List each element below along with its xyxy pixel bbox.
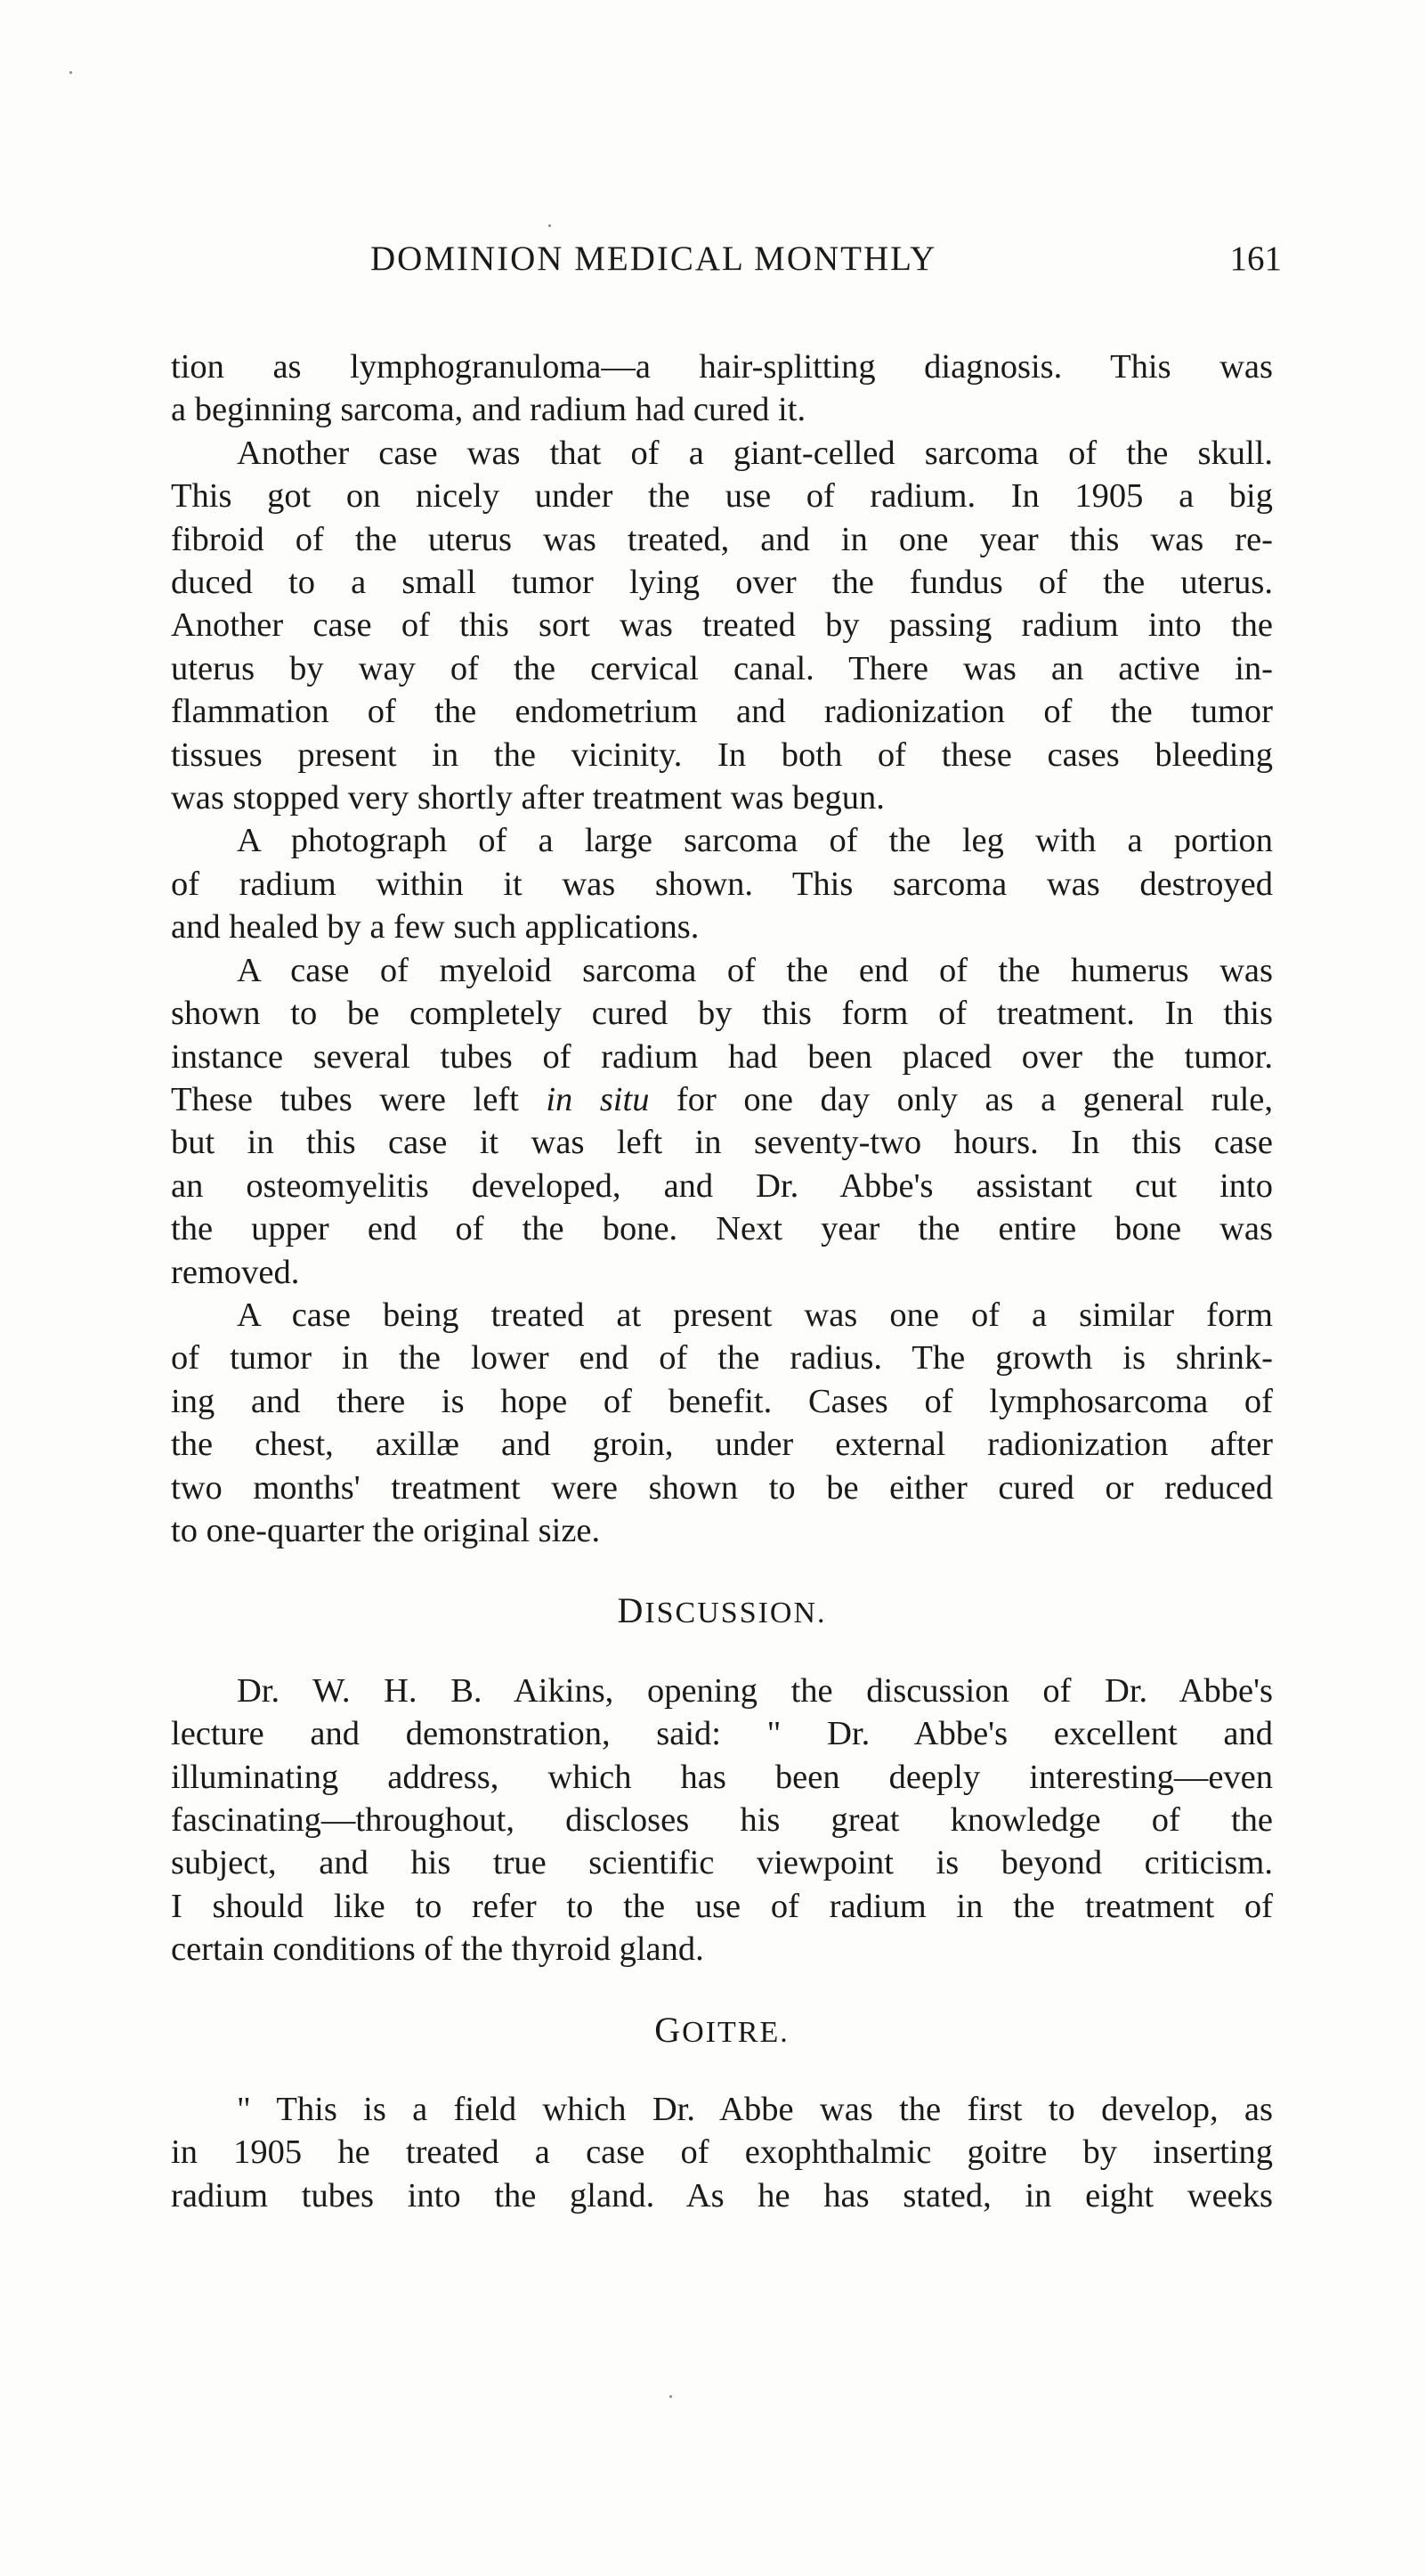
text-line: tion as lymphogranuloma—a hair-splitting diagnosis. This was	[171, 348, 1273, 386]
text-line: I should like to refer to the use of radium in the treatment of	[171, 1887, 1273, 1925]
text-line: A case being treated at present was one of a similar form	[237, 1296, 1273, 1334]
article-body	[171, 345, 1273, 2217]
text-line: and healed by a few such applications.	[171, 908, 700, 947]
heading-initial: G	[654, 2009, 683, 2050]
text-line: removed.	[171, 1253, 300, 1291]
text-line: flammation of the endometrium and radionization of the tumor	[171, 693, 1273, 731]
paragraph	[171, 2088, 1273, 2217]
text-line: but in this case it was left in seventy-two hours. In this case	[171, 1124, 1273, 1162]
text-line: Another case of this sort was treated by passing radium into the	[171, 606, 1273, 645]
text-line: ing and there is hope of benefit. Cases of lymphosarcoma of	[171, 1382, 1273, 1420]
paragraph	[171, 819, 1273, 948]
text-line: shown to be completely cured by this form of treatment. In this	[171, 995, 1273, 1033]
text-line: certain conditions of the thyroid gland.	[171, 1930, 704, 1969]
section-heading-discussion	[171, 1589, 1273, 1635]
text-line: lecture and demonstration, said: " Dr. Abbe's excellent and	[171, 1715, 1273, 1753]
text-line: of tumor in the lower end of the radius. The growth is shrink-	[171, 1339, 1273, 1377]
text-line: uterus by way of the cervical canal. There was an active in-	[171, 649, 1273, 687]
text-line: " This is a field which Dr. Abbe was the first to develop, as	[237, 2091, 1273, 2129]
text-line: radium tubes into the gland. As he has stated, in eight weeks	[171, 2176, 1273, 2214]
paragraph	[171, 949, 1273, 1294]
text-line: the chest, axillæ and groin, under external radionization after	[171, 1426, 1273, 1464]
text-line: This got on nicely under the use of radium. In 1905 a big	[171, 477, 1273, 516]
text-line: fibroid of the uterus was treated, and in one year this was re-	[171, 520, 1273, 558]
text-line: two months' treatment were shown to be either cured or reduced	[171, 1468, 1273, 1507]
italic-phrase: in situ	[546, 1080, 650, 1118]
paragraph	[171, 432, 1273, 820]
heading-initial: D	[617, 1590, 645, 1631]
text-line: a beginning sarcoma, and radium had cured it.	[171, 391, 806, 429]
text-line: duced to a small tumor lying over the fundus of the uterus.	[171, 564, 1273, 602]
text-line: an osteomyelitis developed, and Dr. Abbe's assistant cut into	[171, 1166, 1273, 1205]
paragraph	[171, 1294, 1273, 1552]
text-line: fascinating—throughout, discloses his great knowledge of the	[171, 1801, 1273, 1839]
text-line: the upper end of the bone. Next year the entire bone was	[171, 1210, 1273, 1248]
text-line: tissues present in the vicinity. In both of these cases bleeding	[171, 735, 1273, 774]
text-line: Dr. W. H. B. Aikins, opening the discussion of Dr. Abbe's	[237, 1671, 1273, 1710]
text-line: to one-quarter the original size.	[171, 1511, 601, 1549]
text-line: in 1905 he treated a case of exophthalmic goitre by inserting	[171, 2133, 1273, 2172]
text-line: was stopped very shortly after treatment was begun.	[171, 779, 885, 817]
section-heading-goitre	[171, 2009, 1273, 2054]
journal-title: DOMINION MEDICAL MONTHLY	[370, 240, 937, 278]
text-line: instance several tubes of radium had been placed over the tumor.	[171, 1037, 1273, 1076]
speck-mark	[69, 71, 72, 74]
text-line: Another case was that of a giant-celled sarcoma of the skull.	[237, 434, 1273, 472]
speck-mark	[669, 2395, 672, 2398]
page-number: 161	[1229, 240, 1282, 278]
speck-mark	[548, 224, 551, 227]
heading-rest: OITRE.	[682, 2015, 790, 2049]
paragraph	[171, 1670, 1273, 1971]
text-line: A photograph of a large sarcoma of the leg with a portion	[237, 822, 1273, 860]
text-line: A case of myeloid sarcoma of the end of the humerus was	[237, 951, 1273, 989]
text-line: illuminating address, which has been deeply interesting—even	[171, 1758, 1273, 1796]
paragraph	[171, 345, 1273, 432]
running-header	[174, 239, 1282, 292]
heading-rest: ISCUSSION.	[644, 1597, 827, 1630]
text-line: subject, and his true scientific viewpoint is beyond criticism.	[171, 1844, 1273, 1882]
text-line: These tubes were left in situ for one day only as a general rule,	[171, 1080, 1273, 1118]
text-line: of radium within it was shown. This sarcoma was destroyed	[171, 865, 1273, 903]
